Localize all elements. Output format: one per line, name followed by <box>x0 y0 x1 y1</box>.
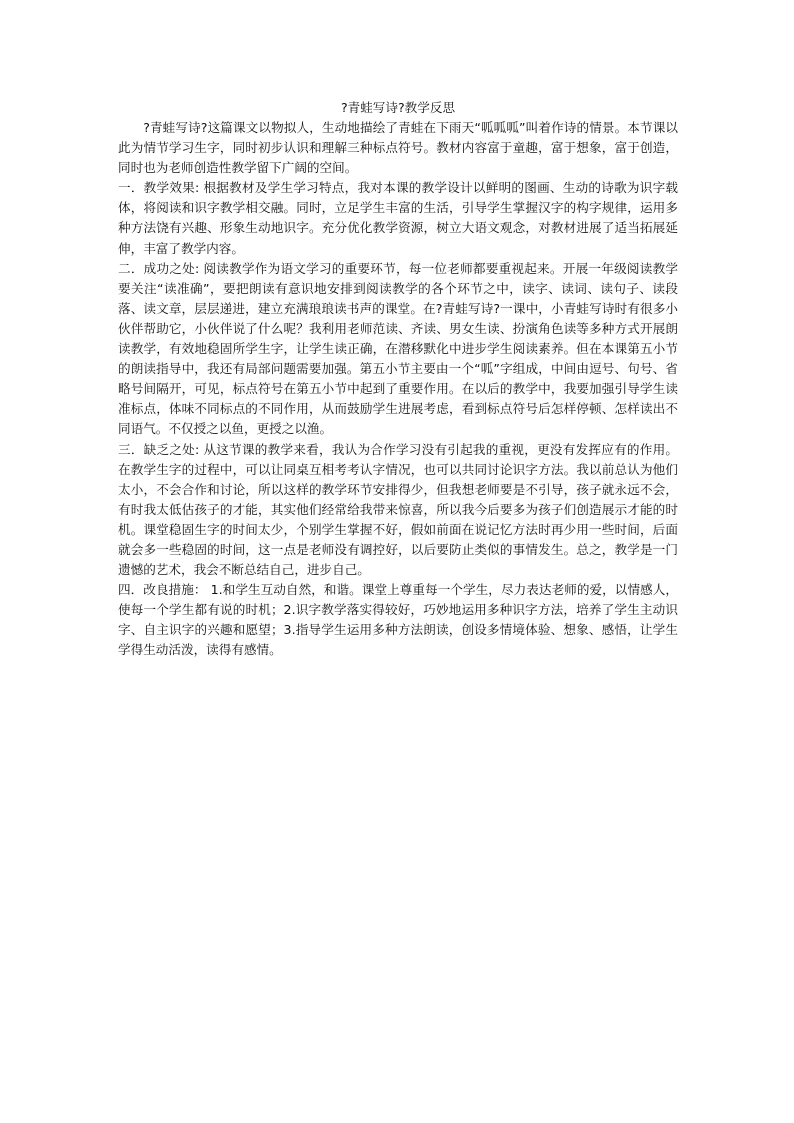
section-shortcomings: 三．缺乏之处: 从这节课的教学来看，我认为合作学习没有引起我的重视，更没有发挥应有的作用。在教学生字的过程中，可以让同桌互相考考认字情况，也可以共同讨论识字方法。我以前总认为他们太小，不会合作和讨论，所以这样的教学环节安排得少，但我想老师要是不引导，孩子就永远不会，有时我太低估孩子的才能，其实他们经常给我带来惊喜，所以我今后要多为孩子们创造展示才能的时机。课堂稳固生字的时间太少，个别学生掌握不好，假如前面在说记忆方法时再少用一些时间，后面就会多一些稳固的时间，这一点是老师没有调控好，以后要防止类似的事情发生。总之，教学是一门遗憾的艺术，我会不断总结自己，进步自己。 <box>118 441 678 578</box>
section-improvements: 四．改良措施： 1.和学生互动自然，和谐。课堂上尊重每一个学生，尽力表达老师的爱，以情感人，使每一个学生都有说的时机；2.识字教学落实得较好，巧妙地运用多种识字方法，培养了学生主动识字、自主识字的兴趣和愿望；3.指导学生运用多种方法朗读，创设多情境体验、想象、感悟，让学生学得生动活泼，读得有感情。 <box>118 582 678 658</box>
section-teaching-effect: 一．教学效果: 根据教材及学生学习特点，我对本课的教学设计以鲜明的图画、生动的诗歌为识字载体，将阅读和识字教学相交融。同时，立足学生丰富的生活，引导学生掌握汉字的构字规律，运用多种方法饶有兴趣、形象生动地识字。充分优化教学资源，树立大语文观念，对教材进展了适当拓展延伸，丰富了教学内容。 <box>118 180 678 256</box>
section-successes: 二．成功之处: 阅读教学作为语文学习的重要环节，每一位老师都要重视起来。开展一年级阅读教学要关注“读准确”，要把朗读有意识地安排到阅读教学的各个环节之中，读字、读词、读句子、读段落、读文章，层层递进，建立充满琅琅读书声的课堂。在?青蛙写诗?一课中，小青蛙写诗时有很多小伙伴帮助它，小伙伴说了什么呢？我利用老师范读、齐读、男女生读、扮演角色读等多种方式开展朗读教学，有效地稳固所学生字，让学生读正确，在潜移默化中进步学生阅读素养。但在本课第五小节的朗读指导中，我还有局部问题需要加强。第五小节主要由一个“呱”字组成，中间由逗号、句号、省略号间隔开，可见，标点符号在第五小节中起到了重要作用。在以后的教学中，我要加强引导学生读准标点，体味不同标点的不同作用，从而鼓励学生进展考虑，看到标点符号后怎样停顿、怎样读出不同语气。不仅授之以鱼，更授之以渔。 <box>118 260 678 437</box>
document-body <box>118 98 678 661</box>
intro-paragraph: ?青蛙写诗?这篇课文以物拟人，生动地描绘了青蛙在下雨天“呱呱呱”叫着作诗的情景。本节课以此为情节学习生字，同时初步认识和理解三种标点符号。教材内容富于童趣，富于想象，富于创造，同时也为老师创造性教学留下广阔的空间。 <box>118 120 678 176</box>
document-title: ?青蛙写诗?教学反思 <box>340 100 456 115</box>
